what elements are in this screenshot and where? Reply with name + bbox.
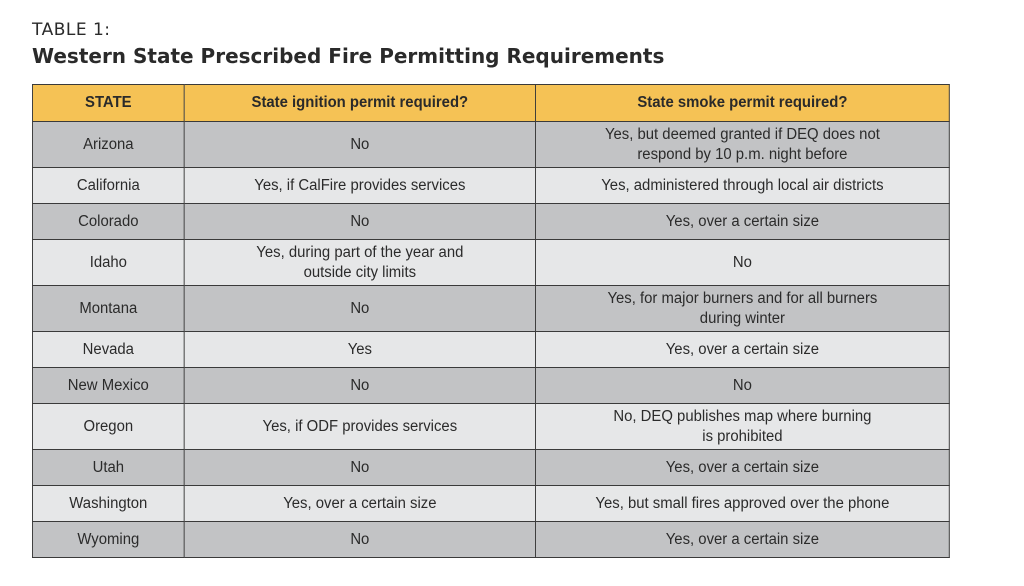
table-row <box>32 122 949 168</box>
cell-smoke <box>536 168 950 204</box>
cell-ignition: Yes, if ODF provides services <box>184 404 535 450</box>
cell-ignition: No <box>184 204 535 240</box>
cell-state: Idaho <box>32 240 184 286</box>
cell-smoke-line: Yes, for major burners and for all burners <box>607 289 878 307</box>
header-smoke-permit: State smoke permit required? <box>536 85 950 122</box>
table-row <box>32 450 949 486</box>
cell-smoke-line: No <box>732 253 752 271</box>
cell-state: Wyoming <box>32 522 184 558</box>
cell-state: Nevada <box>32 332 184 368</box>
table-header-row <box>32 85 949 122</box>
cell-ignition: No <box>184 286 535 332</box>
table-row <box>32 168 949 204</box>
table-row <box>32 486 949 522</box>
cell-ignition: No <box>184 368 535 404</box>
cell-smoke-line: Yes, but deemed granted if DEQ does not <box>604 125 880 143</box>
cell-smoke <box>536 286 950 332</box>
cell-ignition: Yes <box>184 332 535 368</box>
cell-smoke-line: Yes, but small fires approved over the phone <box>595 494 890 512</box>
cell-state: Washington <box>32 486 184 522</box>
cell-ignition: Yes, if CalFire provides services <box>184 168 535 204</box>
table-row <box>32 286 949 332</box>
cell-smoke <box>536 240 950 286</box>
table-row <box>32 332 949 368</box>
cell-smoke-line: No, DEQ publishes map where burning <box>613 407 872 425</box>
table-row <box>32 204 949 240</box>
cell-ignition-line: Yes, during part of the year and <box>256 243 464 261</box>
permits-table <box>32 84 950 558</box>
cell-smoke-line: Yes, over a certain size <box>665 340 820 358</box>
header-ignition-permit: State ignition permit required? <box>184 85 535 122</box>
cell-smoke <box>536 122 950 168</box>
header-state: STATE <box>32 85 184 122</box>
cell-state: California <box>32 168 184 204</box>
cell-smoke-line: Yes, over a certain size <box>665 530 820 548</box>
cell-state: New Mexico <box>32 368 184 404</box>
table-title: Western State Prescribed Fire Permitting Requirements <box>32 44 665 68</box>
cell-smoke <box>536 368 950 404</box>
table-row <box>32 240 949 286</box>
table-label: TABLE 1: <box>32 20 111 40</box>
cell-smoke-line: during winter <box>699 309 785 327</box>
table-row <box>32 368 949 404</box>
cell-smoke-line: Yes, over a certain size <box>665 212 820 230</box>
cell-ignition: No <box>184 122 535 168</box>
cell-smoke-line: No <box>732 376 752 394</box>
cell-state: Utah <box>32 450 184 486</box>
cell-ignition: Yes, over a certain size <box>184 486 535 522</box>
cell-smoke <box>536 486 950 522</box>
cell-smoke <box>536 332 950 368</box>
cell-smoke-line: Yes, over a certain size <box>665 458 820 476</box>
cell-ignition-line: outside city limits <box>303 263 417 281</box>
cell-ignition <box>184 240 535 286</box>
cell-smoke <box>536 404 950 450</box>
cell-smoke <box>536 204 950 240</box>
cell-state: Montana <box>32 286 184 332</box>
table-row <box>32 522 949 558</box>
cell-state: Colorado <box>32 204 184 240</box>
cell-ignition: No <box>184 450 535 486</box>
cell-smoke-line: respond by 10 p.m. night before <box>637 145 848 163</box>
cell-state: Arizona <box>32 122 184 168</box>
cell-state: Oregon <box>32 404 184 450</box>
cell-smoke <box>536 450 950 486</box>
table-row <box>32 404 949 450</box>
cell-smoke <box>536 522 950 558</box>
cell-smoke-line: is prohibited <box>702 427 783 445</box>
cell-ignition: No <box>184 522 535 558</box>
cell-smoke-line: Yes, administered through local air districts <box>601 176 884 194</box>
